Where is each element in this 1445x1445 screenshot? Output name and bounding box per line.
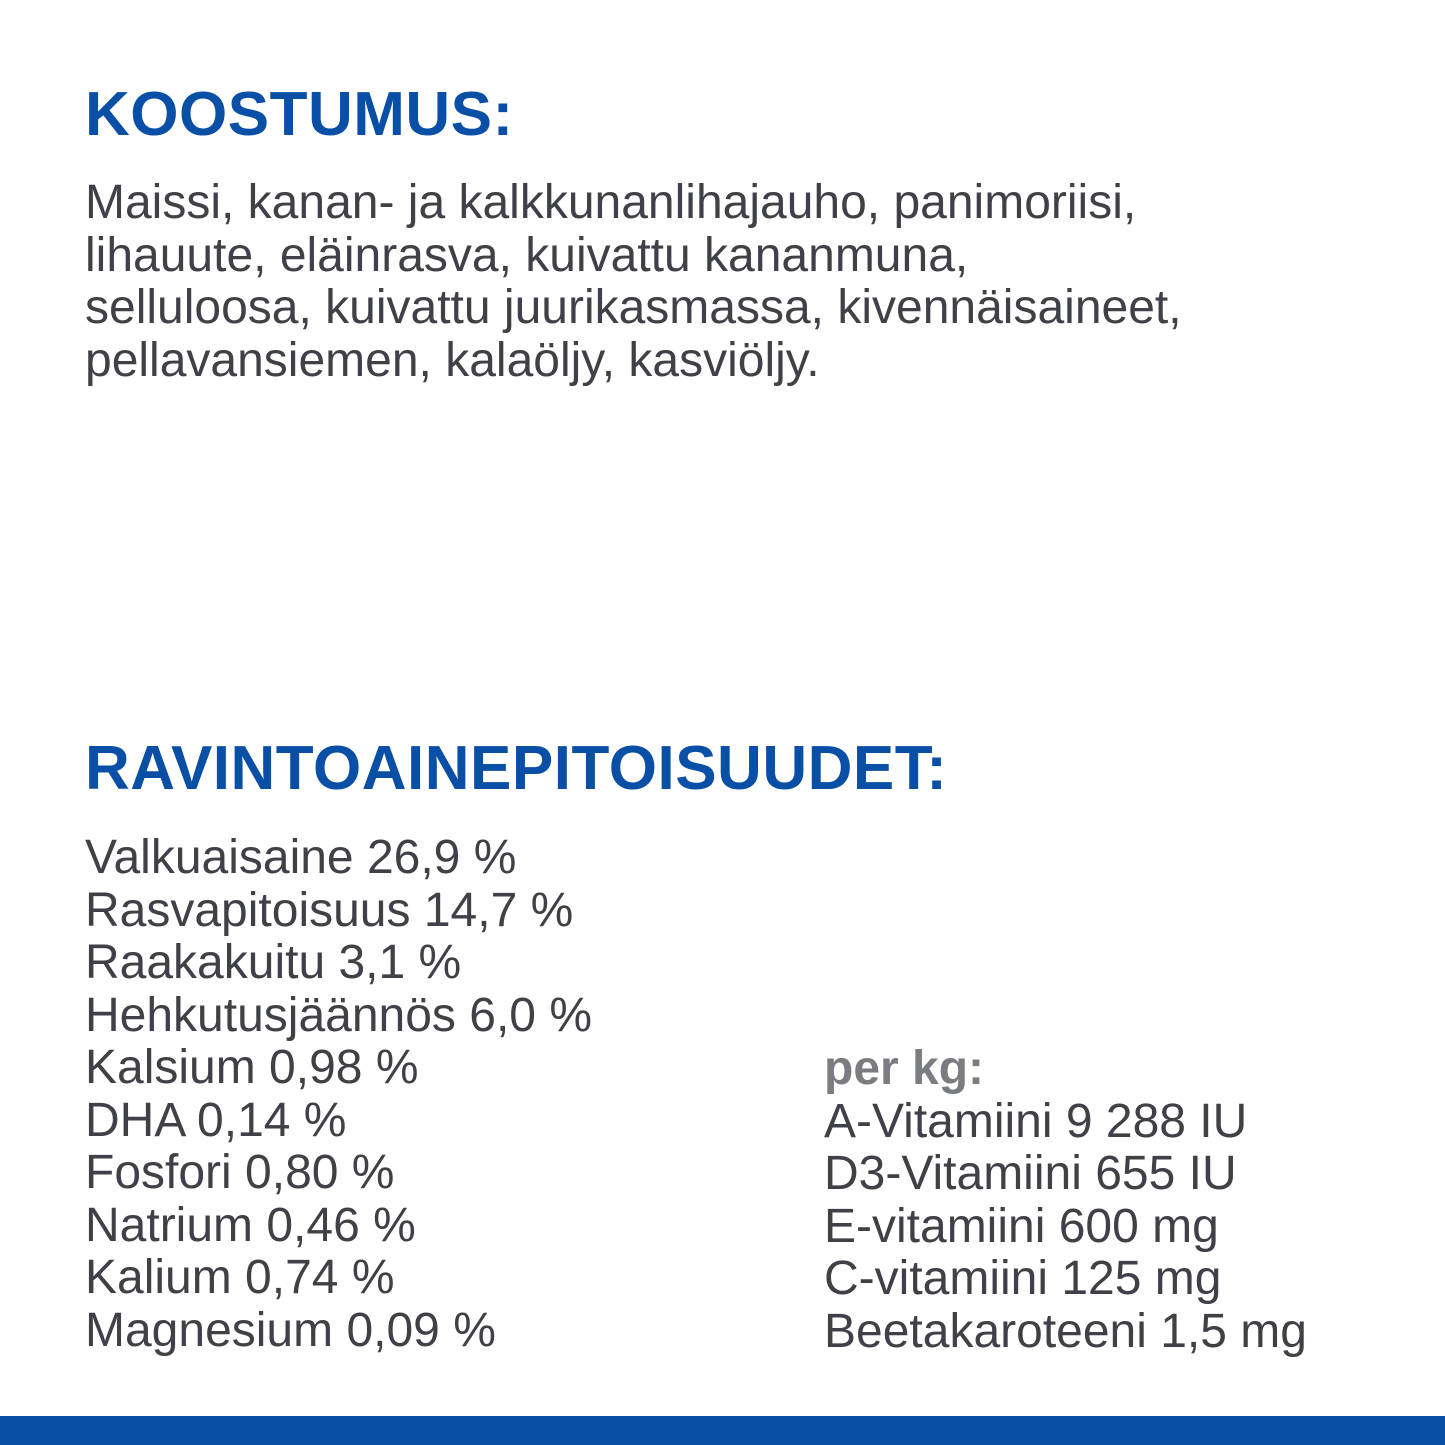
nutrient-item: Kalium 0,74 % xyxy=(85,1251,395,1304)
vitamin-item: D3-Vitamiini 655 IU xyxy=(824,1147,1237,1200)
nutrient-item: Raakakuitu 3,1 % xyxy=(85,936,462,989)
composition-line: pellavansiemen, kalaöljy, kasviöljy. xyxy=(85,333,820,387)
composition-line: selluloosa, kuivattu juurikasmassa, kivennäisaineet, xyxy=(85,281,1182,334)
vitamin-item: Beetakaroteeni 1,5 mg xyxy=(824,1304,1307,1358)
composition-line: lihauute, eläinrasva, kuivattu kananmuna, xyxy=(85,228,969,282)
nutrient-item: DHA 0,14 % xyxy=(85,1093,347,1147)
vitamin-item: A-Vitamiini 9 288 IU xyxy=(824,1094,1248,1148)
vitamin-item: C-vitamiini 125 mg xyxy=(824,1252,1222,1305)
nutrient-item: Kalsium 0,98 % xyxy=(85,1041,419,1094)
nutrient-item: Natrium 0,46 % xyxy=(85,1198,416,1252)
nutrient-item: Fosfori 0,80 % xyxy=(85,1146,395,1199)
nutrient-item: Valkuaisaine 26,9 % xyxy=(85,831,517,884)
nutrient-item: Magnesium 0,09 % xyxy=(85,1303,496,1357)
vitamin-list xyxy=(824,1043,1307,1358)
nutrient-list xyxy=(85,832,592,1357)
composition-text xyxy=(85,177,1182,387)
per-kg-label: per kg: xyxy=(824,1042,985,1095)
composition-line: Maissi, kanan- ja kalkkunanlihajauho, panimoriisi, xyxy=(85,176,1137,229)
nutrients-heading: RAVINTOAINEPITOISUUDET: xyxy=(85,734,948,803)
bottom-bar xyxy=(0,1416,1445,1445)
vitamin-item: E-vitamiini 600 mg xyxy=(824,1199,1219,1253)
nutrient-item: Hehkutusjäännös 6,0 % xyxy=(85,988,592,1042)
composition-heading: KOOSTUMUS: xyxy=(85,80,514,149)
nutrient-item: Rasvapitoisuus 14,7 % xyxy=(85,883,574,937)
